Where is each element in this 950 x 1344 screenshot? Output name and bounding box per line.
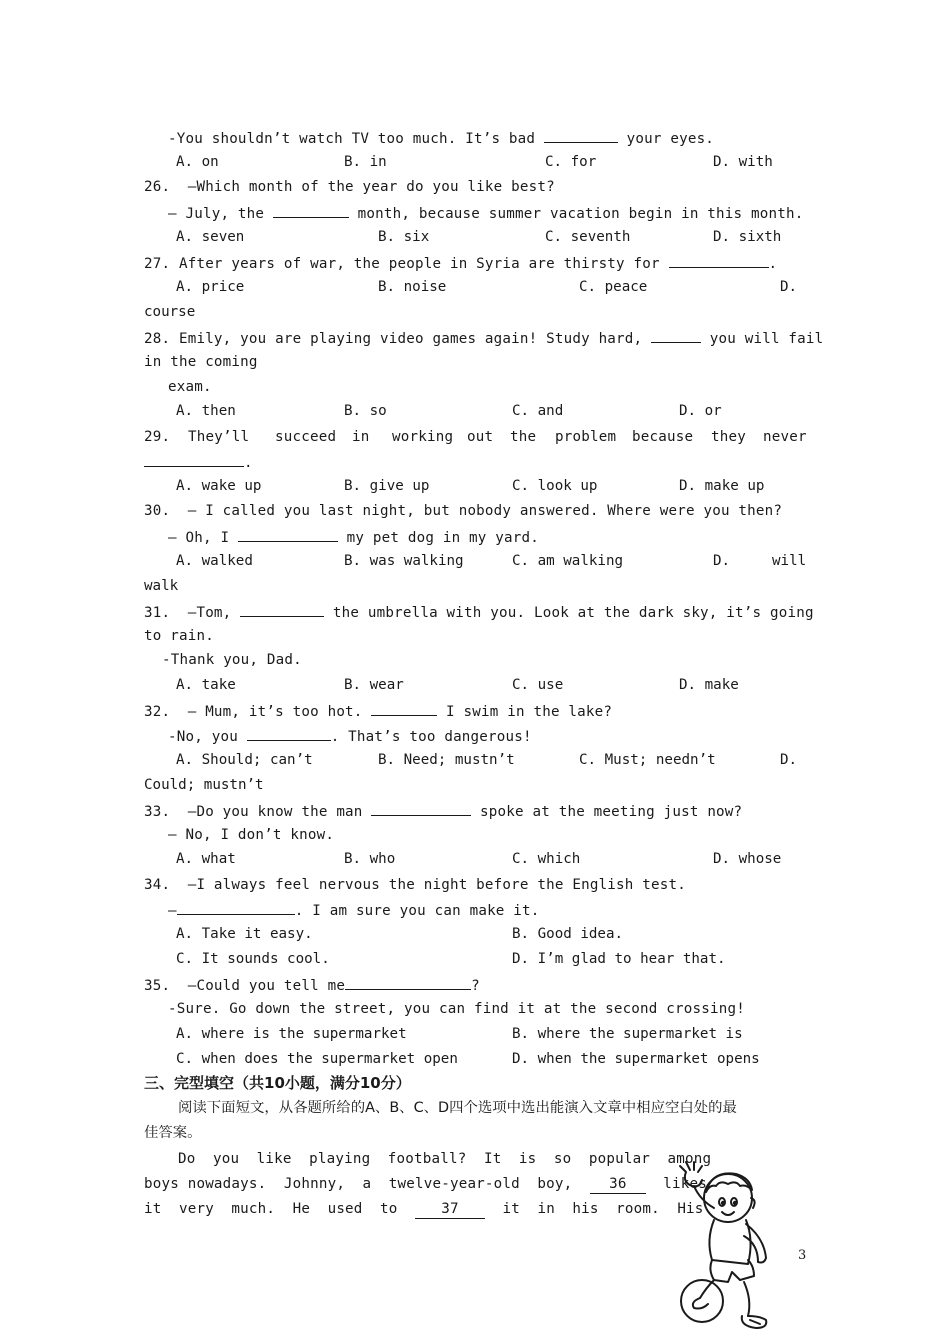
page-number: 3 xyxy=(798,1248,807,1263)
answer-blank xyxy=(345,975,471,990)
option-a: A. price xyxy=(176,279,245,295)
option-a: A. Should; can’t xyxy=(176,752,313,768)
q27-question: 27. After years of war, the people in Syria are thirsty for . xyxy=(144,253,777,273)
answer-blank xyxy=(669,253,769,268)
q29-blank-line: . xyxy=(144,452,253,472)
q29-word: never xyxy=(763,429,807,445)
section-instruction: 阅读下面短文，从各题所给的A、B、C、D四个选项中选出能演入文章中相应空白处的最 xyxy=(178,1100,737,1116)
option-a: A. on xyxy=(176,154,219,170)
option-d: D. I’m glad to hear that. xyxy=(512,951,726,967)
option-c: C. Must; needn’t xyxy=(579,752,716,768)
option-b: B. Good idea. xyxy=(512,926,624,942)
passage-line: boys nowadays. Johnny, a twelve-year-old boy, 36 likes xyxy=(144,1176,708,1192)
option-d: D. xyxy=(713,553,731,569)
option-c: C. look up xyxy=(512,478,598,494)
answer-blank xyxy=(273,203,349,218)
option-c: C. and xyxy=(512,403,564,419)
answer-blank xyxy=(371,701,437,716)
option-b: B. so xyxy=(344,403,387,419)
option-a: A. Take it easy. xyxy=(176,926,313,942)
option-d-text: will xyxy=(772,553,807,569)
option-d: D. whose xyxy=(713,851,782,867)
q31-question-cont: to rain. xyxy=(144,628,214,644)
option-b: B. was walking xyxy=(344,553,464,569)
option-c: C. seventh xyxy=(545,229,631,245)
q34-answer-line: – . I am sure you can make it. xyxy=(168,900,540,920)
answer-blank xyxy=(238,527,338,542)
option-a: A. wake up xyxy=(176,478,262,494)
blank-36: 36 xyxy=(590,1175,646,1194)
q26-question: 26. –Which month of the year do you like best? xyxy=(144,179,555,195)
passage-line: it very much. He used to 37 it in his room. His xyxy=(144,1201,704,1217)
option-c: C. when does the supermarket open xyxy=(176,1051,458,1067)
answer-blank xyxy=(177,900,295,915)
q31-question: 31. –Tom, the umbrella with you. Look at the dark sky, it’s going xyxy=(144,602,814,622)
q32-question: 32. – Mum, it’s too hot. I swim in the lake? xyxy=(144,701,612,721)
option-b: B. give up xyxy=(344,478,430,494)
q28-question-cont: exam. xyxy=(168,379,212,395)
option-d: D. with xyxy=(713,154,773,170)
passage-line: Do you like playing football? It is so popular among xyxy=(178,1151,712,1167)
q35-question: 35. –Could you tell me ? xyxy=(144,975,480,995)
option-d: D. make up xyxy=(679,478,765,494)
option-a: A. seven xyxy=(176,229,245,245)
q29-word: out xyxy=(467,429,494,445)
option-d: D. make xyxy=(679,677,739,693)
answer-blank xyxy=(651,328,701,343)
option-a: A. then xyxy=(176,403,236,419)
q30-answer-line: – Oh, I my pet dog in my yard. xyxy=(168,527,539,547)
answer-blank xyxy=(371,801,471,816)
option-b: B. who xyxy=(344,851,396,867)
q30-question: 30. – I called you last night, but nobody answered. Where were you then? xyxy=(144,503,783,519)
option-b: B. Need; mustn’t xyxy=(378,752,515,768)
q33-question: 33. –Do you know the man spoke at the meeting just now? xyxy=(144,801,742,821)
option-a: A. what xyxy=(176,851,236,867)
q29-word: they xyxy=(711,429,746,445)
option-a: A. where is the supermarket xyxy=(176,1026,407,1042)
option-b: B. where the supermarket is xyxy=(512,1026,743,1042)
q25-prompt: -You shouldn’t watch TV too much. It’s bad your eyes. xyxy=(168,128,714,148)
q35-reply: -Sure. Go down the street, you can find it at the second crossing! xyxy=(168,1001,745,1017)
q31-reply: -Thank you, Dad. xyxy=(162,652,302,668)
option-d: D. sixth xyxy=(713,229,782,245)
q28-question-cont: in the coming xyxy=(144,354,258,370)
section-instruction-cont: 佳答案。 xyxy=(144,1125,202,1141)
option-a: A. take xyxy=(176,677,236,693)
blank-37: 37 xyxy=(415,1200,485,1219)
option-c: C. peace xyxy=(579,279,648,295)
answer-blank xyxy=(144,452,244,467)
option-b: B. noise xyxy=(378,279,447,295)
q29-word: They’ll xyxy=(188,429,250,445)
q34-question: 34. –I always feel nervous the night before the English test. xyxy=(144,877,686,893)
option-b: B. six xyxy=(378,229,430,245)
answer-blank xyxy=(544,128,618,143)
q29-word: in xyxy=(352,429,370,445)
option-d: D. xyxy=(780,752,798,768)
q26-answer-line: – July, the month, because summer vacation begin in this month. xyxy=(168,203,803,223)
option-d: D. when the supermarket opens xyxy=(512,1051,760,1067)
q29-word: working xyxy=(392,429,454,445)
option-b: B. in xyxy=(344,154,387,170)
q29-word: the xyxy=(510,429,537,445)
q29-number: 29. xyxy=(144,429,171,445)
option-c: C. am walking xyxy=(512,553,624,569)
football-icon xyxy=(678,1277,726,1325)
option-d: D. xyxy=(780,279,798,295)
q28-question: 28. Emily, you are playing video games again! Study hard, you will fail xyxy=(144,328,823,348)
option-c: C. which xyxy=(512,851,581,867)
q32-answer-line: -No, you . That’s too dangerous! xyxy=(168,726,532,746)
option-d-wrap: walk xyxy=(144,578,179,594)
option-a: A. walked xyxy=(176,553,253,569)
q29-word: succeed xyxy=(275,429,337,445)
q29-word: problem xyxy=(555,429,617,445)
option-c: C. for xyxy=(545,154,597,170)
q29-word: because xyxy=(632,429,694,445)
answer-blank xyxy=(240,602,324,617)
option-b: B. wear xyxy=(344,677,404,693)
q33-reply: – No, I don’t know. xyxy=(168,827,335,843)
section-heading: 三、完型填空（共10小题，满分10分） xyxy=(144,1074,411,1092)
option-d-wrap: course xyxy=(144,304,196,320)
option-d-wrap: Could; mustn’t xyxy=(144,777,264,793)
option-d: D. or xyxy=(679,403,722,419)
option-c: C. It sounds cool. xyxy=(176,951,330,967)
answer-blank xyxy=(247,726,331,741)
option-c: C. use xyxy=(512,677,564,693)
